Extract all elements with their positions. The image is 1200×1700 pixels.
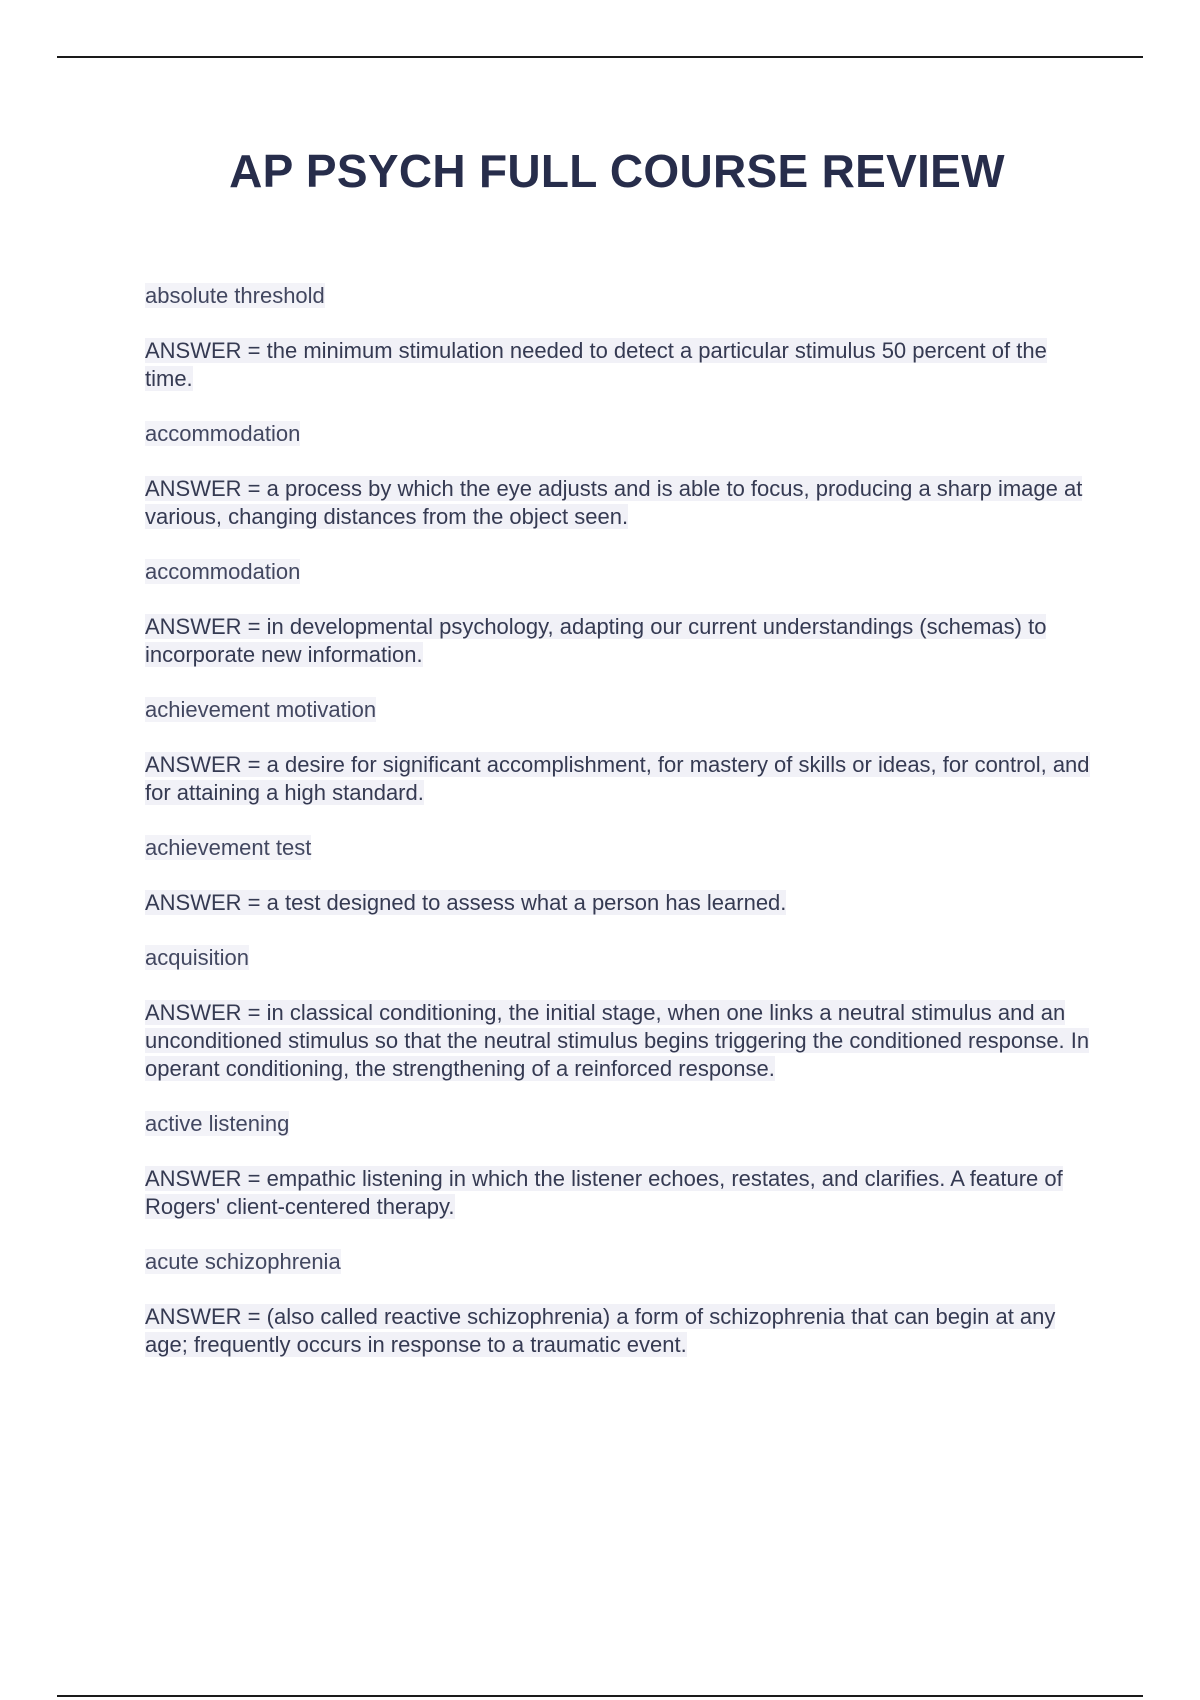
answer: ANSWER = empathic listening in which the listener echoes, restates, and clarifies. A feature of Rogers' client-centered therapy.	[145, 1166, 1063, 1219]
term: acute schizophrenia	[145, 1249, 341, 1274]
qa-entry	[145, 1248, 1090, 1359]
term: absolute threshold	[145, 283, 325, 308]
qa-entry	[145, 696, 1090, 807]
qa-entry	[145, 834, 1090, 917]
qa-entry	[145, 944, 1090, 1083]
term: achievement test	[145, 835, 312, 860]
top-rule	[57, 56, 1143, 58]
term: accommodation	[145, 421, 301, 446]
qa-list	[145, 282, 1090, 1386]
answer: ANSWER = a process by which the eye adjusts and is able to focus, producing a sharp image at various, changing distances from the object seen.	[145, 476, 1083, 529]
qa-entry	[145, 282, 1090, 393]
answer: ANSWER = a test designed to assess what a person has learned.	[145, 890, 787, 915]
answer: ANSWER = in developmental psychology, adapting our current understandings (schemas) to incorporate new information.	[145, 614, 1047, 667]
answer: ANSWER = a desire for significant accomplishment, for mastery of skills or ideas, for control, and for attaining a high standard.	[145, 752, 1090, 805]
qa-entry	[145, 1110, 1090, 1221]
answer: ANSWER = the minimum stimulation needed to detect a particular stimulus 50 percent of the time.	[145, 338, 1047, 391]
answer: ANSWER = in classical conditioning, the initial stage, when one links a neutral stimulus and an unconditioned stimulus so that the neutral stimulus begins triggering the conditioned response. In operant conditioning, the strengthening of a reinforced response.	[145, 1000, 1090, 1081]
page-title: AP PSYCH FULL COURSE REVIEW	[229, 145, 1005, 197]
term: achievement motivation	[145, 697, 377, 722]
qa-entry	[145, 420, 1090, 531]
answer: ANSWER = (also called reactive schizophrenia) a form of schizophrenia that can begin at any age; frequently occurs in response to a traumatic event.	[145, 1304, 1056, 1357]
bottom-rule	[57, 1695, 1143, 1697]
qa-entry	[145, 558, 1090, 669]
term: accommodation	[145, 559, 301, 584]
term: acquisition	[145, 945, 249, 970]
term: active listening	[145, 1111, 290, 1136]
